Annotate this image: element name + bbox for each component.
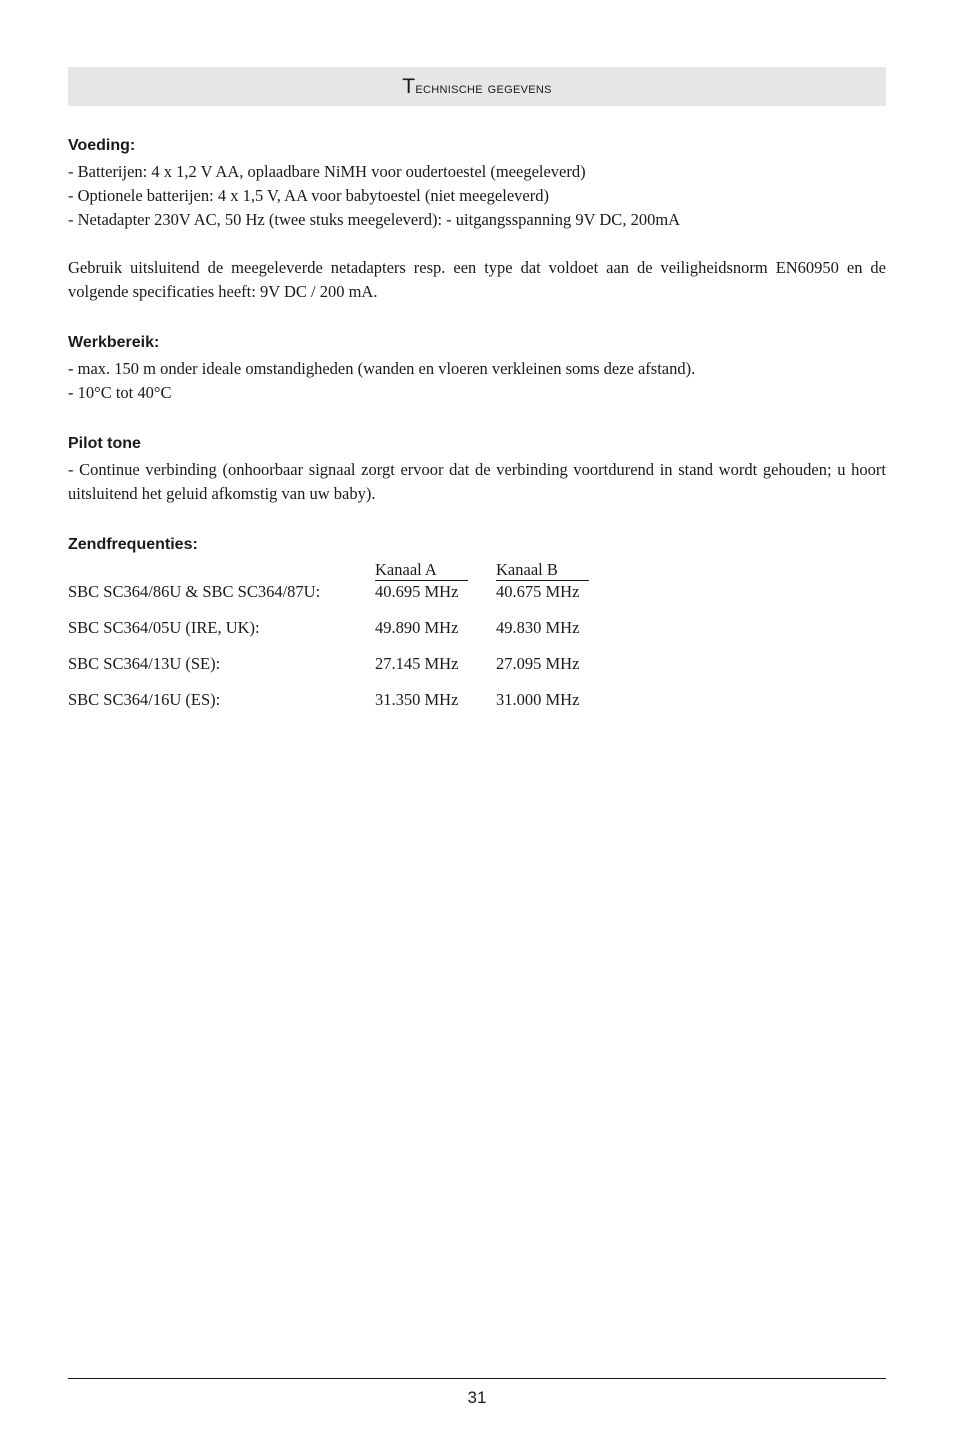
table-header-row <box>68 559 589 581</box>
page-number: 31 <box>467 1388 487 1407</box>
voeding-note: Gebruik uitsluitend de meegeleverde netadapters resp. een type dat voldoet aan de veiligheidsnorm EN60950 en de volgende specificaties heeft: 9V DC / 200 mA. <box>68 258 886 301</box>
pilot-tone-text: - Continue verbinding (onhoorbaar signaal zorgt ervoor dat de verbinding voortdurend in stand wordt gehouden; u hoort uitsluitend het geluid afkomstig van uw baby). <box>68 460 886 503</box>
frequency-table <box>68 559 589 725</box>
footer-rule <box>68 1378 886 1379</box>
model-cell: SBC SC364/13U (SE): <box>68 654 221 673</box>
kanaal-a-cell: 31.350 MHz <box>375 690 459 709</box>
model-cell: SBC SC364/16U (ES): <box>68 690 221 709</box>
model-cell: SBC SC364/86U & SBC SC364/87U: <box>68 582 321 601</box>
voeding-heading: Voeding: <box>68 137 136 154</box>
page-title: Technische gegevens <box>402 74 552 98</box>
table-row <box>68 617 589 653</box>
kanaal-a-cell: 49.890 MHz <box>375 618 459 637</box>
werkbereik-heading: Werkbereik: <box>68 334 160 351</box>
table-row <box>68 653 589 689</box>
zendfrequenties-heading: Zendfrequenties: <box>68 536 198 553</box>
section-voeding <box>68 136 886 304</box>
kanaal-b-cell: 49.830 MHz <box>496 618 580 637</box>
voeding-line: - Netadapter 230V AC, 50 Hz (twee stuks meegeleverd): - uitgangsspanning 9V DC, 200mA <box>68 210 681 229</box>
kanaal-a-cell: 40.695 MHz <box>375 582 459 601</box>
pilot-tone-heading: Pilot tone <box>68 435 141 452</box>
column-header-label: Kanaal B <box>496 559 589 581</box>
column-header-label: Kanaal A <box>375 559 468 581</box>
kanaal-b-cell: 40.675 MHz <box>496 582 580 601</box>
kanaal-b-cell: 27.095 MHz <box>496 654 580 673</box>
section-zendfrequenties <box>68 535 886 725</box>
manual-page <box>68 67 886 725</box>
section-pilot-tone <box>68 434 886 506</box>
model-cell: SBC SC364/05U (IRE, UK): <box>68 618 260 637</box>
column-header-kanaal-a <box>375 559 496 581</box>
kanaal-b-cell: 31.000 MHz <box>496 690 580 709</box>
voeding-line: - Batterijen: 4 x 1,2 V AA, oplaadbare NiMH voor oudertoestel (meegeleverd) <box>68 162 586 181</box>
table-header-spacer <box>68 559 375 581</box>
voeding-line: - Optionele batterijen: 4 x 1,5 V, AA voor babytoestel (niet meegeleverd) <box>68 186 549 205</box>
section-werkbereik <box>68 333 886 405</box>
title-bar <box>68 67 886 106</box>
column-header-kanaal-b <box>496 559 589 581</box>
table-row <box>68 689 589 725</box>
werkbereik-line: - 10°C tot 40°C <box>68 383 172 402</box>
kanaal-a-cell: 27.145 MHz <box>375 654 459 673</box>
werkbereik-line: - max. 150 m onder ideale omstandigheden (wanden en vloeren verkleinen soms deze afstand). <box>68 359 696 378</box>
table-row <box>68 581 589 617</box>
